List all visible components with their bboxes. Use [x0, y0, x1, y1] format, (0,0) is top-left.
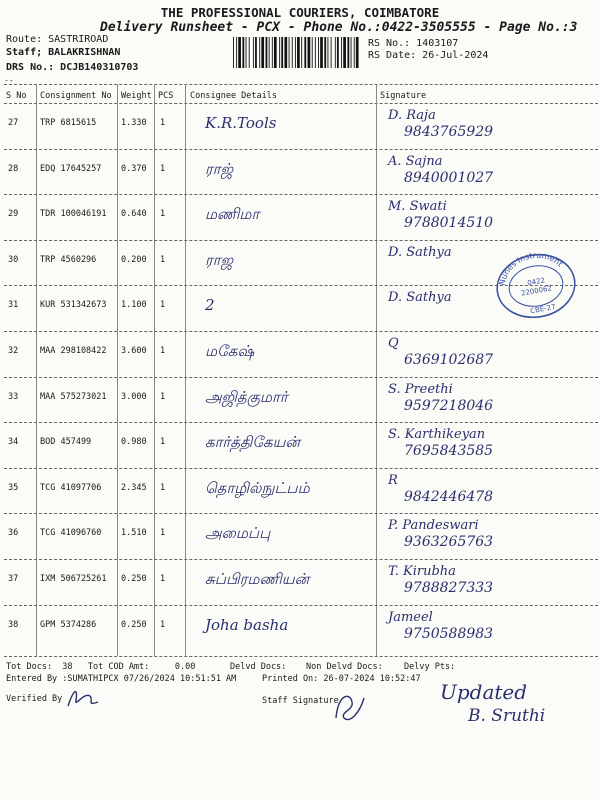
- row-phone-handwriting: 9788014510: [404, 215, 494, 232]
- row-divider: [4, 559, 598, 560]
- row-divider: [4, 513, 598, 514]
- row-consignment: BOD 457499: [40, 437, 92, 448]
- barcode-bar: [274, 37, 277, 68]
- row-consignment: TDR 100046191: [40, 209, 107, 220]
- row-divider: [4, 422, 598, 423]
- route-label: Route: SASTRIROAD: [6, 34, 109, 45]
- stamp-text-number: 2200062: [520, 284, 553, 298]
- row-pcs: 1: [160, 391, 166, 402]
- barcode-bar: [351, 37, 352, 68]
- row-sno: 30: [8, 254, 19, 265]
- row-pcs: 1: [160, 619, 166, 630]
- barcode-bar: [337, 37, 339, 68]
- row-weight: 0.250: [121, 619, 147, 630]
- updated-note: Updated: [440, 680, 528, 704]
- row-phone-handwriting: 9363265763: [404, 534, 494, 551]
- barcode-bar: [308, 37, 311, 68]
- row-consignment: EDQ 17645257: [40, 163, 102, 174]
- barcode-bar: [272, 37, 273, 68]
- row-signature: M. Swati: [388, 199, 447, 215]
- barcode-bar: [320, 37, 323, 68]
- row-weight: 1.510: [121, 528, 147, 539]
- row-consignment: TCG 41097706: [40, 482, 102, 493]
- row-consignee-handwriting: ராஜ: [205, 250, 234, 269]
- barcode-bar: [318, 37, 319, 68]
- delivered-docs: Delvd Docs:: [230, 662, 287, 672]
- barcode-bar: [347, 37, 349, 68]
- barcode-bar: [279, 37, 280, 68]
- drs-number: DRS No.: DCJB140310703: [6, 62, 139, 73]
- delivery-points: Delvy Pts:: [404, 662, 456, 672]
- barcode-bar: [236, 37, 237, 68]
- row-weight: 3.000: [121, 391, 147, 402]
- row-consignment: KUR 531342673: [40, 300, 107, 311]
- total-docs: Tot Docs: 38 Tot COD Amt: 0.00: [6, 662, 196, 672]
- barcode-bar: [354, 37, 355, 68]
- column-header-divider: [4, 103, 598, 104]
- row-consignment: IXM 506725261: [40, 574, 107, 584]
- row-consignment: MAA 575273021: [40, 391, 107, 402]
- row-sno: 33: [8, 391, 19, 402]
- row-sno: 27: [8, 118, 19, 128]
- barcode-bar: [356, 37, 359, 68]
- rs-number: RS No.: 1403107: [368, 38, 459, 49]
- row-consignee-handwriting: K.R.Tools: [205, 114, 277, 132]
- header-divider: [4, 84, 598, 85]
- row-phone-handwriting: 9750588983: [404, 625, 494, 642]
- row-phone-handwriting: 7695843585: [404, 443, 494, 460]
- entered-by: Entered By :SUMATHIPCX 07/26/2024 10:51:51 AM: [6, 674, 237, 684]
- row-weight: 0.640: [121, 209, 147, 220]
- row-sno: 36: [8, 528, 19, 539]
- row-consignment: GPM 5374286: [40, 619, 97, 630]
- barcode-bar: [233, 37, 234, 68]
- staff-label: Staff; BALAKRISHNAN: [6, 47, 121, 58]
- row-phone-handwriting: 6369102687: [404, 352, 494, 368]
- row-sno: 29: [8, 209, 19, 220]
- row-sno: 28: [8, 163, 19, 174]
- barcode-bar: [301, 37, 302, 68]
- row-pcs: 1: [160, 163, 166, 174]
- barcode-bar: [292, 37, 293, 68]
- row-phone-handwriting: 8940001027: [404, 169, 494, 186]
- staff-signature: Staff Signature: [262, 696, 339, 706]
- barcode-bar: [312, 37, 313, 68]
- col-weight: Weight: [121, 91, 152, 101]
- row-signature: D. Sathya: [388, 290, 452, 306]
- company-title: THE PROFESSIONAL COURIERS, COIMBATORE: [160, 5, 440, 20]
- barcode-bar: [304, 37, 306, 68]
- col-rule: [117, 84, 118, 656]
- barcode-bar: [341, 37, 342, 68]
- barcode-bar: [261, 37, 264, 68]
- barcode-bar: [255, 37, 257, 68]
- barcode-bar: [242, 37, 244, 68]
- row-consignee-handwriting: சுப்பிரமணியன்: [205, 570, 310, 588]
- row-weight: 3.600: [121, 346, 147, 356]
- row-signature: P. Pandeswari: [388, 518, 479, 534]
- row-divider: [4, 331, 598, 332]
- barcode-bar: [281, 37, 283, 68]
- barcode-bar: [331, 37, 332, 68]
- col-rule: [36, 84, 37, 656]
- row-consignee-handwriting: 2: [205, 296, 215, 315]
- barcode-bar: [343, 37, 346, 68]
- col-consignee: Consignee Details: [190, 91, 277, 101]
- printed-on: Printed On: 26-07-2024 10:52:47: [262, 674, 421, 684]
- barcode-bar: [335, 37, 336, 68]
- row-pcs: 1: [160, 300, 166, 311]
- row-signature: T. Kirubha: [388, 564, 456, 579]
- barcode-bar: [289, 37, 290, 68]
- barcode-bar: [249, 37, 250, 68]
- row-consignment: TRP 6815615: [40, 118, 97, 128]
- updated-by-name: B. Sruthi: [468, 706, 546, 726]
- row-consignee-handwriting: தொழில்நுட்பம்: [205, 478, 310, 497]
- row-phone-handwriting: 9597218046: [404, 397, 494, 414]
- col-rule: [376, 84, 377, 656]
- row-pcs: 1: [160, 254, 166, 265]
- row-phone-handwriting: 9788827333: [404, 580, 494, 596]
- col-rule: [154, 84, 155, 656]
- row-signature: A. Sajna: [388, 153, 443, 169]
- row-signature: S. Preethi: [388, 381, 453, 397]
- barcode-bar: [315, 37, 316, 68]
- row-pcs: 1: [160, 482, 166, 493]
- row-weight: 0.250: [121, 574, 147, 584]
- row-divider: [4, 240, 598, 241]
- row-consignment: MAA 298108422: [40, 346, 107, 356]
- row-signature: R: [388, 472, 398, 488]
- courier-stamp: [494, 250, 578, 318]
- col-pcs: PCS: [158, 91, 174, 101]
- row-pcs: 1: [160, 346, 166, 356]
- row-consignee-handwriting: Joha basha: [205, 615, 289, 634]
- row-weight: 0.980: [121, 437, 147, 448]
- barcode-bar: [324, 37, 326, 68]
- verified-signature: [64, 686, 104, 710]
- stamp-text-bottom: CBE-27: [529, 302, 557, 316]
- staff-signature-mark: [330, 688, 370, 726]
- barcode-bar: [269, 37, 270, 68]
- row-pcs: 1: [160, 528, 166, 539]
- row-consignee-handwriting: மகேஷ்: [205, 342, 255, 360]
- row-pcs: 1: [160, 209, 166, 220]
- stamp-text-top: Nunes Instrument: [497, 250, 565, 287]
- row-consignment: TRP 4560296: [40, 254, 97, 265]
- row-divider: [4, 149, 598, 150]
- row-weight: 2.345: [121, 482, 147, 493]
- barcode-bar: [253, 37, 254, 68]
- col-signature: Signature: [380, 91, 427, 101]
- runsheet-title: Delivery Runsheet - PCX - Phone No.:0422-3505555 - Page No.:3: [100, 20, 578, 35]
- row-divider: [4, 468, 598, 469]
- row-consignee-handwriting: கார்த்திகேயன்: [205, 433, 300, 452]
- dash-mark: --: [4, 76, 14, 85]
- row-divider: [4, 194, 598, 195]
- row-sno: 35: [8, 482, 19, 493]
- stamp-text-code: 0422: [526, 276, 546, 288]
- verified-by: Verified By: [6, 694, 63, 704]
- non-delivered-docs: Non Delvd Docs:: [306, 662, 383, 672]
- row-weight: 0.200: [121, 254, 147, 265]
- row-sno: 37: [8, 574, 19, 584]
- barcode-bar: [284, 37, 287, 68]
- rs-date: RS Date: 26-Jul-2024: [368, 50, 489, 61]
- row-signature: Jameel: [388, 609, 433, 625]
- col-rule: [185, 84, 186, 656]
- row-phone-handwriting: 9842446478: [404, 488, 494, 505]
- row-consignee-handwriting: மணிமா: [205, 205, 260, 224]
- row-signature: D. Sathya: [388, 244, 452, 260]
- row-phone-handwriting: 9843765929: [404, 124, 494, 140]
- row-signature: Q: [388, 336, 399, 351]
- footer-divider: [4, 656, 598, 657]
- barcode: [232, 37, 360, 68]
- row-pcs: 1: [160, 437, 166, 448]
- col-consignment: Consignment No: [40, 91, 112, 101]
- row-sno: 32: [8, 346, 19, 356]
- row-consignee-handwriting: அஜித்குமார்: [205, 387, 288, 406]
- row-signature: S. Karthikeyan: [388, 427, 486, 443]
- row-weight: 1.330: [121, 118, 147, 128]
- row-divider: [4, 377, 598, 378]
- barcode-bar: [259, 37, 260, 68]
- barcode-bar: [295, 37, 296, 68]
- row-consignee-handwriting: ராஜ்: [205, 159, 234, 178]
- barcode-bar: [246, 37, 247, 68]
- row-weight: 0.370: [121, 163, 147, 174]
- barcode-bar: [266, 37, 268, 68]
- col-sno: S No: [6, 91, 27, 101]
- barcode-bar: [328, 37, 329, 68]
- row-consignment: TCG 41096760: [40, 528, 102, 539]
- row-weight: 1.100: [121, 300, 147, 311]
- row-consignee-handwriting: அமைப்பு: [205, 524, 271, 543]
- row-pcs: 1: [160, 118, 166, 128]
- barcode-bar: [297, 37, 300, 68]
- barcode-bar: [238, 37, 241, 68]
- row-divider: [4, 605, 598, 606]
- row-sno: 34: [8, 437, 19, 448]
- row-sno: 38: [8, 619, 19, 630]
- row-pcs: 1: [160, 574, 166, 584]
- row-signature: D. Raja: [388, 108, 436, 123]
- row-sno: 31: [8, 300, 19, 311]
